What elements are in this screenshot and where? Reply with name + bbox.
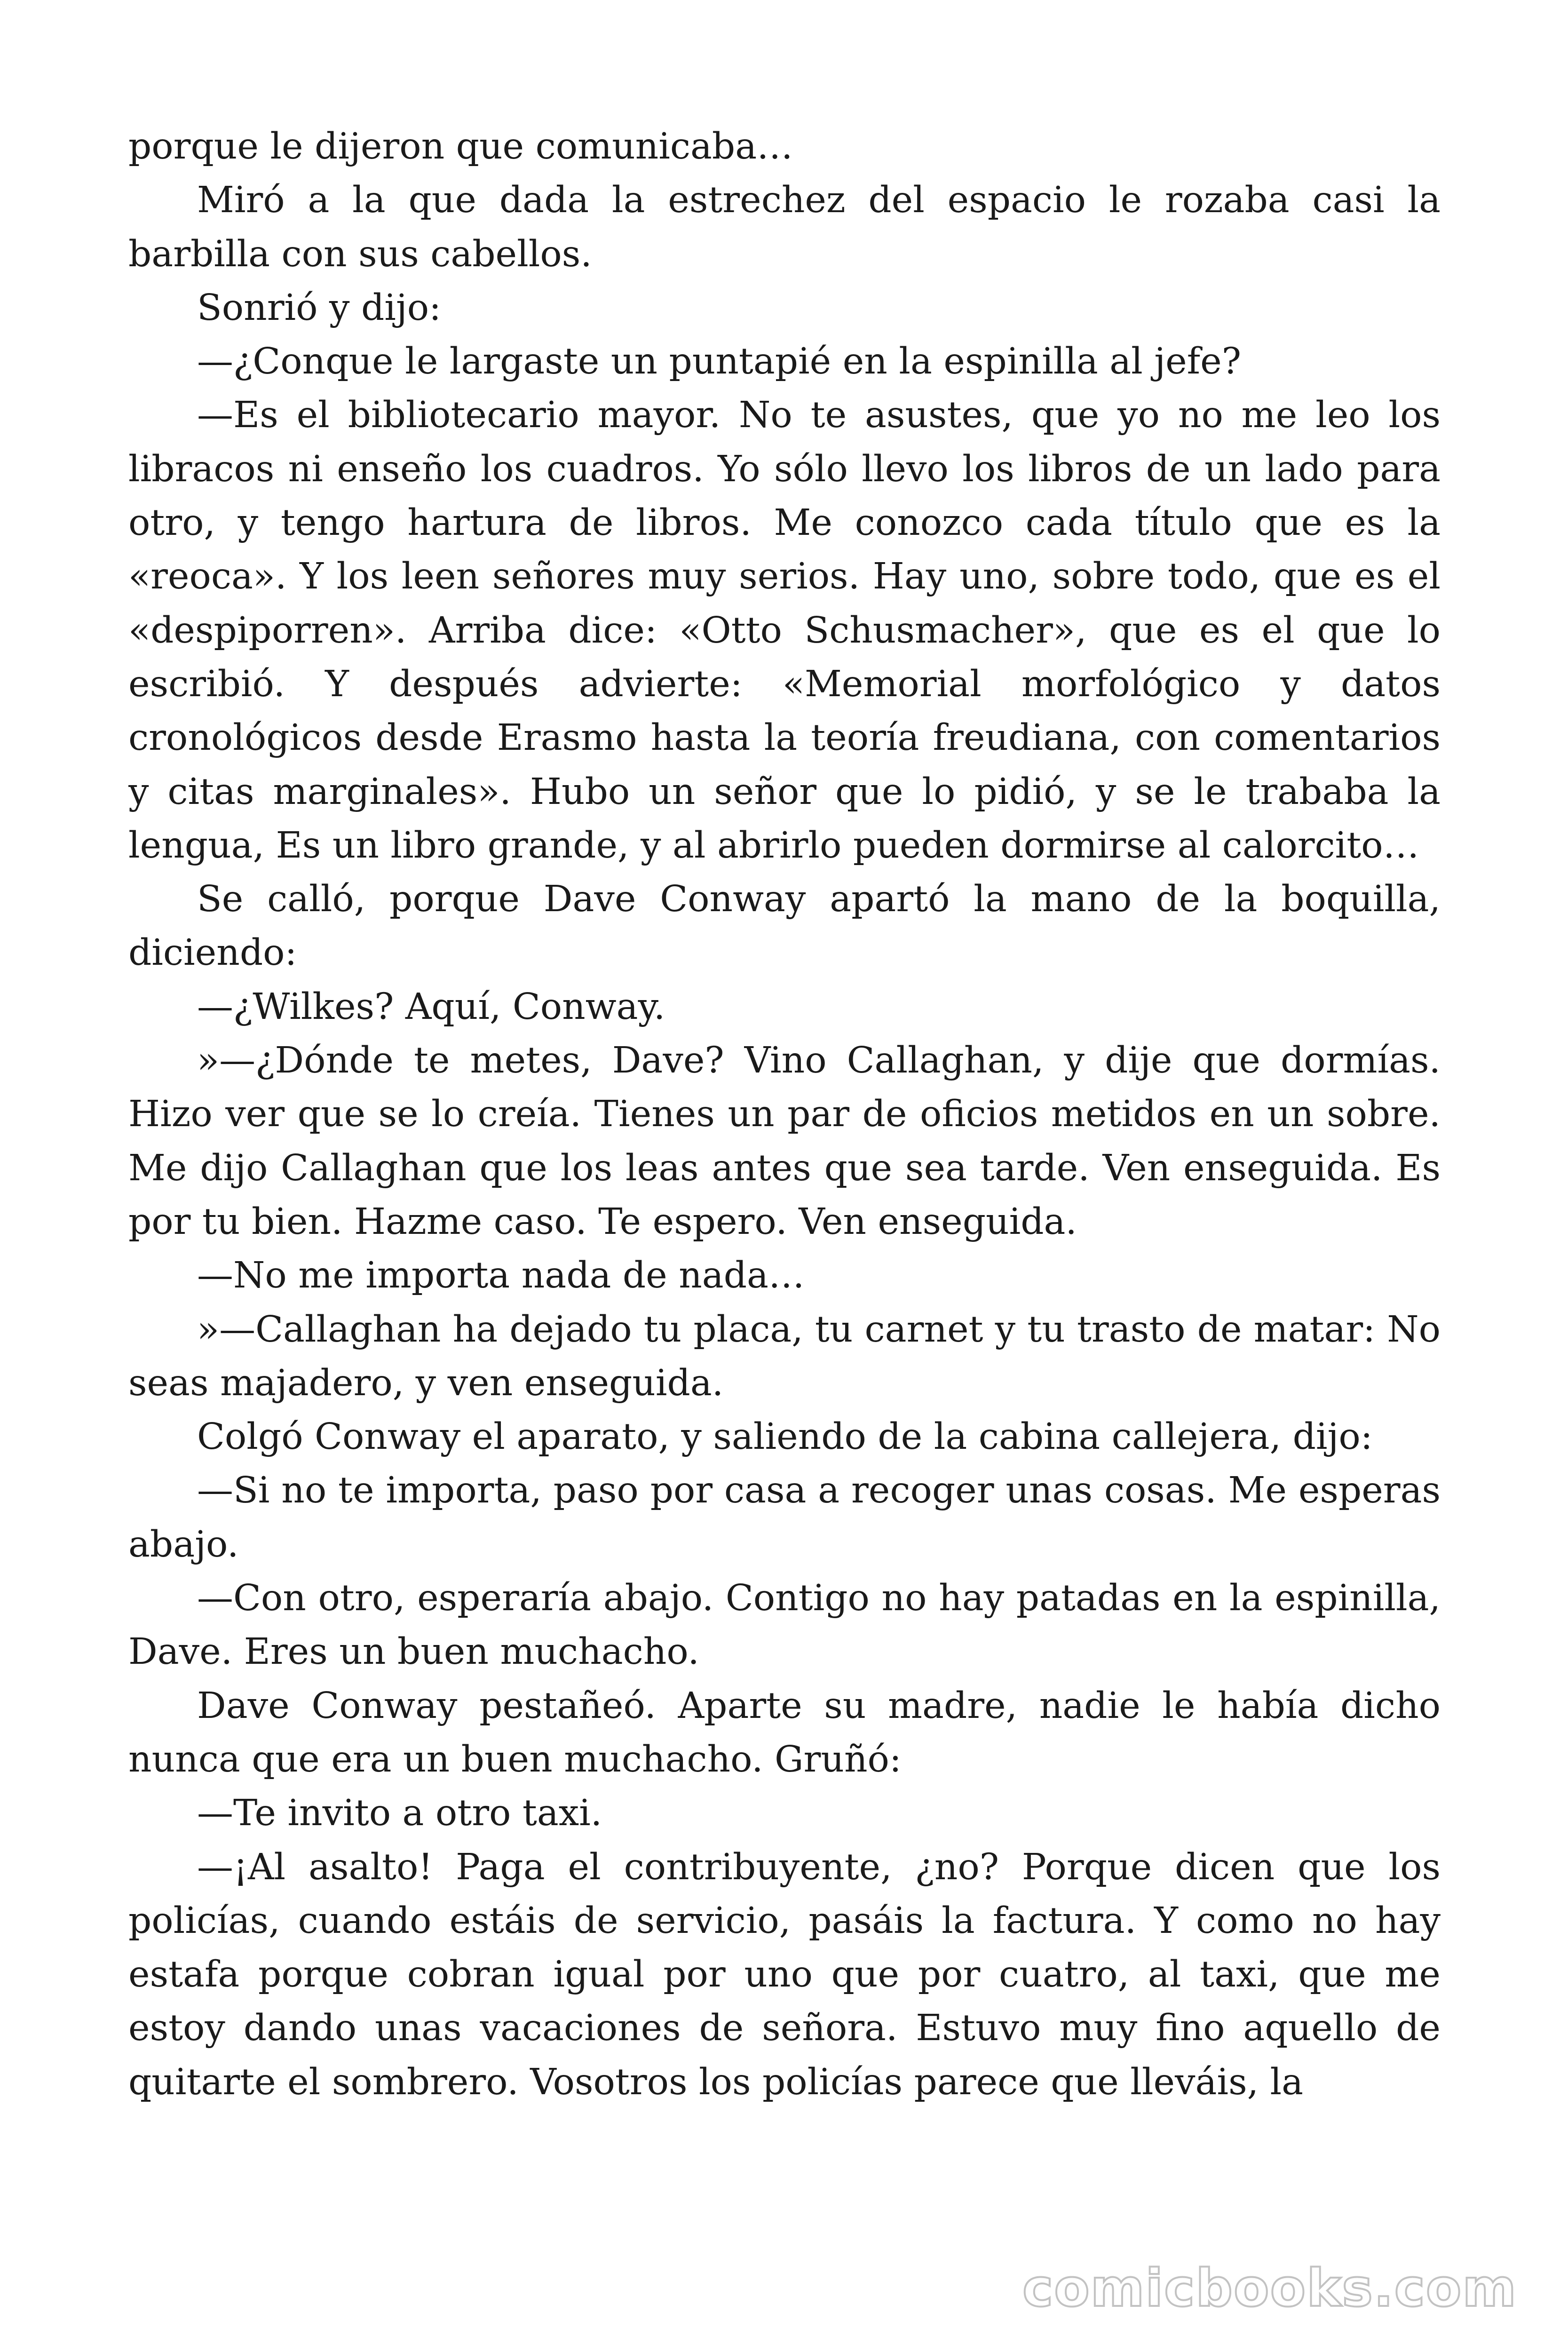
paragraph: —¿Wilkes? Aquí, Conway.: [197, 985, 665, 1028]
paragraph: —¿Conque le largaste un puntapié en la espinilla al jefe?: [197, 341, 1242, 383]
paragraph: Sonrió y dijo:: [197, 286, 442, 329]
paragraph: —Con otro, esperaría abajo. Contigo no hay patadas en la espinilla, Dave. Eres un buen muchacho.: [128, 1577, 1441, 1673]
paragraph: »—¿Dónde te metes, Dave? Vino Callaghan, y dije que dormías. Hizo ver que se lo creía. Tienes un par de oficios metidos en un sobre. Me dijo Callaghan que los leas antes que sea tarde. Ven enseguida. Es por tu bien. Hazme caso. Te espero. Ven enseguida.: [128, 1040, 1441, 1243]
paragraph: Dave Conway pestañeó. Aparte su madre, nadie le había dicho nunca que era un buen muchacho. Gruñó:: [128, 1685, 1441, 1780]
paragraph: —Si no te importa, paso por casa a recoger unas cosas. Me esperas abajo.: [128, 1470, 1441, 1565]
paragraph: —No me importa nada de nada…: [197, 1255, 805, 1297]
paragraph: Colgó Conway el aparato, y saliendo de la cabina callejera, dijo:: [197, 1416, 1373, 1458]
paragraph: Se calló, porque Dave Conway apartó la mano de la boquilla, diciendo:: [128, 878, 1441, 974]
watermark: comicbooks.com: [1022, 2258, 1517, 2318]
paragraph: —Es el bibliotecario mayor. No te asustes, que yo no me leo los libracos ni enseño los cuadros. Yo sólo llevo los libros de un lado para otro, y tengo hartura de libros. Me conozco cada título que es la «reoca». Y los leen señores muy serios. Hay uno, sobre todo, que es el «despiporren». Arriba dice: «Otto Schusmacher», que es el que lo escribió. Y después advierte: «Memorial morfológico y datos cronológicos desde Erasmo hasta la teoría freudiana, con comentarios y citas marginales». Hubo un señor que lo pidió, y se le trababa la lengua, Es un libro grande, y al abrirlo pueden dormirse al calorcito…: [128, 394, 1441, 866]
paragraph: »—Callaghan ha dejado tu placa, tu carnet y tu trasto de matar: No seas majadero, y ven enseguida.: [128, 1308, 1441, 1404]
paragraph: Miró a la que dada la estrechez del espacio le rozaba casi la barbilla con sus cabellos.: [128, 179, 1441, 275]
paragraph: porque le dijeron que comunicaba…: [128, 126, 793, 167]
paragraph: —Te invito a otro taxi.: [197, 1792, 602, 1835]
paragraph: —¡Al asalto! Paga el contribuyente, ¿no? Porque dicen que los policías, cuando estáis de servicio, pasáis la factura. Y como no hay estafa porque cobran igual por uno que por cuatro, al taxi, que me estoy dando unas vacaciones de señora. Estuvo muy fino aquello de quitarte el sombrero. Vosotros los policías parece que lleváis, la: [128, 1846, 1441, 2103]
page-text-block: [128, 120, 1441, 2209]
